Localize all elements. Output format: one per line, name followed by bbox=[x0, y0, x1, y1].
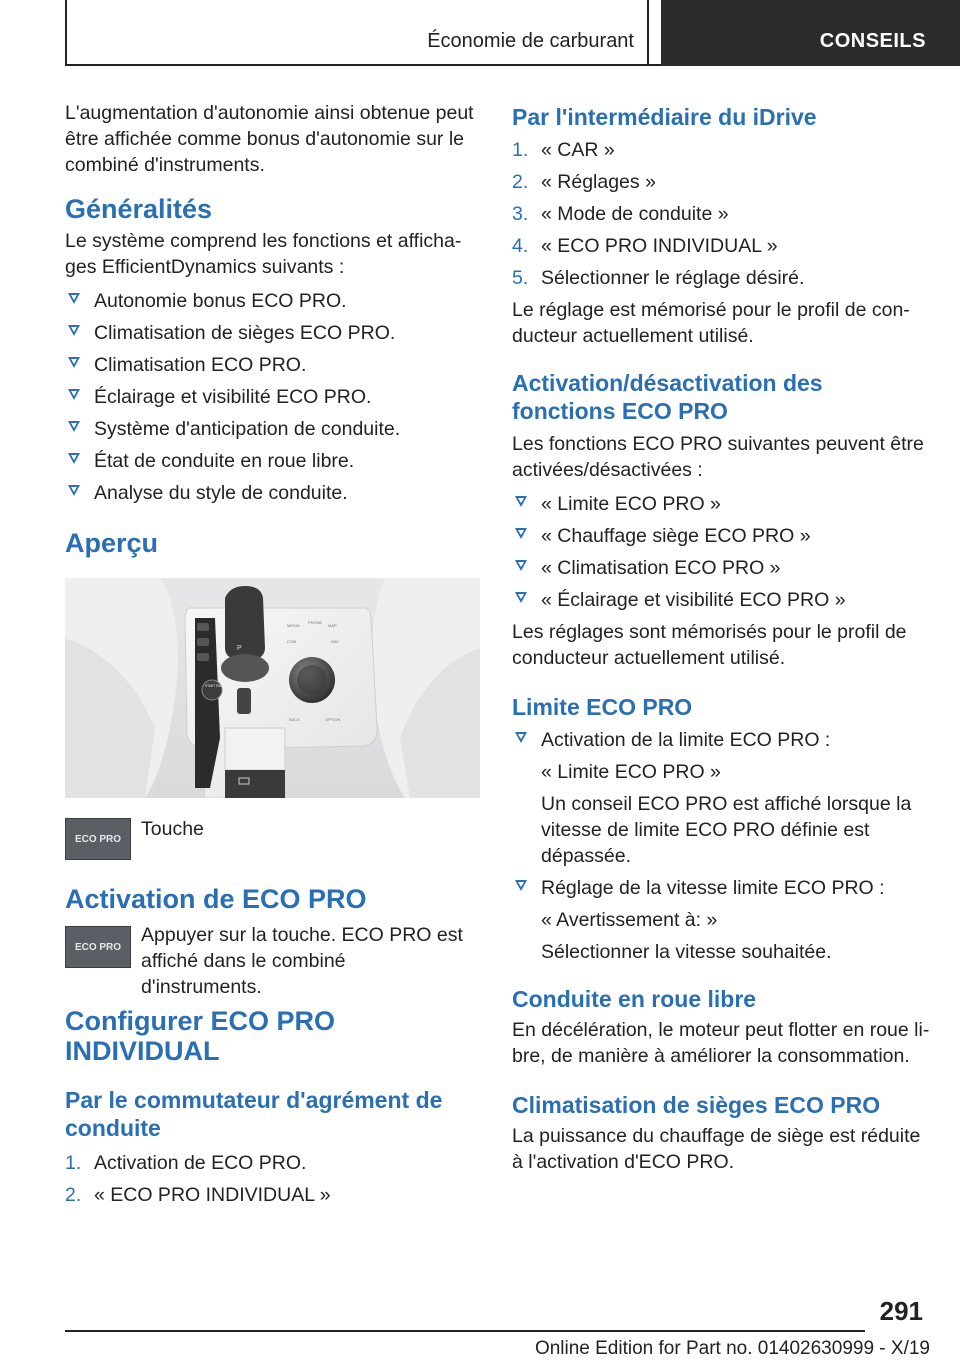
center-console-illustration bbox=[65, 578, 480, 798]
triangle-bullet-icon bbox=[68, 293, 80, 304]
activation-note: Les réglages sont mémorisés pour le profil de conducteur actuellement utilisé. bbox=[512, 621, 907, 669]
triangle-bullet-icon bbox=[68, 453, 80, 464]
right-column bbox=[512, 100, 932, 1175]
activation-text: Appuyer sur la touche. ECO PRO est affiché dans le combiné d'instruments. bbox=[141, 924, 463, 998]
roue-libre-text: En décélération, le moteur peut flotter en roue libre, de manière à améliorer la consommation. bbox=[512, 1019, 930, 1067]
nav-label: NAV bbox=[331, 639, 339, 644]
map-label: MAP bbox=[328, 623, 337, 628]
limite-sub3: « Avertissement à: » bbox=[541, 909, 718, 931]
idrive-steps bbox=[512, 137, 932, 291]
heading-idrive: Par l'intermédiaire du iDrive bbox=[512, 104, 817, 130]
triangle-bullet-icon bbox=[515, 528, 527, 539]
list-item: Éclairage et visibilité ECO PRO. bbox=[65, 384, 480, 410]
triangle-bullet-icon bbox=[515, 732, 527, 743]
heading-activation-desactivation: Activation/désactivation des fonctions ECO PRO bbox=[512, 370, 823, 424]
center-console-photo bbox=[65, 578, 480, 798]
option-label: OPTION bbox=[325, 717, 341, 722]
header-left-rule bbox=[65, 0, 67, 66]
triangle-bullet-icon bbox=[68, 357, 80, 368]
limite-sub1: « Limite ECO PRO » bbox=[541, 761, 721, 783]
back-label: BACK bbox=[289, 717, 300, 722]
list-item: 2. « Réglages » bbox=[512, 171, 656, 193]
park-label: P bbox=[237, 645, 242, 652]
start-stop-label: START ENGINE STOP bbox=[205, 684, 238, 688]
intro-paragraph: L'augmentation d'autonomie ainsi obtenue peut être affichée comme bonus d'autonomie sur le combiné d'instruments. bbox=[65, 102, 474, 176]
header-section-title: Économie de carburant bbox=[427, 30, 634, 52]
heading-generalites: Généralités bbox=[65, 194, 213, 224]
heading-activation-eco-pro: Activation de ECO PRO bbox=[65, 884, 367, 914]
list-item: « Éclairage et visibilité ECO PRO » bbox=[512, 587, 932, 613]
limite-sub2: Un conseil ECO PRO est affiché lorsque la vitesse de limite ECO PRO définie est dépassée. bbox=[541, 793, 912, 867]
left-column bbox=[65, 100, 480, 1214]
generalites-text: Le système comprend les fonctions et affichages EfficientDynamics suivants : bbox=[65, 230, 462, 278]
footer-rule bbox=[65, 1330, 865, 1332]
triangle-bullet-icon bbox=[68, 389, 80, 400]
list-item: Climatisation ECO PRO. bbox=[65, 352, 480, 378]
list-item: 3. « Mode de conduite » bbox=[512, 203, 729, 225]
list-item: « Chauffage siège ECO PRO » bbox=[512, 523, 932, 549]
com-label: COM bbox=[287, 639, 297, 644]
list-item: Activation de la limite ECO PRO : bbox=[512, 727, 932, 753]
header-tab-label: CONSEILS bbox=[819, 30, 926, 52]
heading-roue-libre: Conduite en roue libre bbox=[512, 986, 757, 1012]
list-item: Autonomie bonus ECO PRO. bbox=[65, 288, 480, 314]
list-item: État de conduite en roue libre. bbox=[65, 448, 480, 474]
activation-text: Les fonctions ECO PRO suivantes peuvent être activées/désactivées : bbox=[512, 433, 924, 481]
page-number: 291 bbox=[879, 1296, 923, 1326]
list-item: Climatisation de sièges ECO PRO. bbox=[65, 320, 480, 346]
list-item: 4. « ECO PRO INDIVIDUAL » bbox=[512, 235, 778, 257]
activation-row bbox=[65, 924, 480, 998]
list-item: 5. Sélectionner le réglage désiré. bbox=[512, 267, 805, 289]
limite-list-2 bbox=[512, 875, 932, 901]
eco-pro-button-icon: ECO PRO bbox=[65, 926, 131, 968]
touche-label: Touche bbox=[141, 818, 204, 840]
triangle-bullet-icon bbox=[515, 496, 527, 507]
list-item: Analyse du style de conduite. bbox=[65, 480, 480, 506]
heading-configurer: Configurer ECO PRO INDIVIDUAL bbox=[65, 1006, 336, 1066]
list-item: Système d'anticipation de conduite. bbox=[65, 416, 480, 442]
eco-pro-button-icon: ECO PRO bbox=[65, 818, 131, 860]
limite-list bbox=[512, 727, 932, 753]
idrive-note: Le réglage est mémorisé pour le profil de conducteur actuellement utilisé. bbox=[512, 299, 910, 347]
touche-row bbox=[65, 818, 480, 878]
climatisation-text: La puissance du chauffage de siège est réduite à l'activation d'ECO PRO. bbox=[512, 1125, 921, 1173]
generalites-list bbox=[65, 288, 480, 506]
triangle-bullet-icon bbox=[515, 880, 527, 891]
commutateur-steps bbox=[65, 1150, 480, 1208]
header-tab bbox=[661, 0, 960, 66]
heading-apercu: Aperçu bbox=[65, 528, 159, 558]
footer-edition: Online Edition for Part no. 01402630999 - X/19 bbox=[534, 1338, 930, 1359]
heading-limite: Limite ECO PRO bbox=[512, 694, 693, 720]
triangle-bullet-icon bbox=[515, 592, 527, 603]
list-item: « Climatisation ECO PRO » bbox=[512, 555, 932, 581]
list-item: Réglage de la vitesse limite ECO PRO : bbox=[512, 875, 932, 901]
list-item: 1. Activation de ECO PRO. bbox=[65, 1152, 307, 1174]
activation-list bbox=[512, 491, 932, 613]
limite-sub4: Sélectionner la vitesse souhaitée. bbox=[541, 941, 832, 963]
heading-commutateur: Par le commutateur d'agrément de conduite bbox=[65, 1087, 443, 1141]
triangle-bullet-icon bbox=[68, 325, 80, 336]
header-divider bbox=[647, 0, 649, 66]
media-label: MEDIA bbox=[287, 623, 300, 628]
triangle-bullet-icon bbox=[68, 485, 80, 496]
phone-label: PHONE bbox=[308, 620, 323, 625]
triangle-bullet-icon bbox=[68, 421, 80, 432]
heading-climatisation-sieges: Climatisation de sièges ECO PRO bbox=[512, 1092, 881, 1118]
list-item: « Limite ECO PRO » bbox=[512, 491, 932, 517]
triangle-bullet-icon bbox=[515, 560, 527, 571]
list-item: 2. « ECO PRO INDIVIDUAL » bbox=[65, 1184, 331, 1206]
list-item: 1. « CAR » bbox=[512, 139, 615, 161]
